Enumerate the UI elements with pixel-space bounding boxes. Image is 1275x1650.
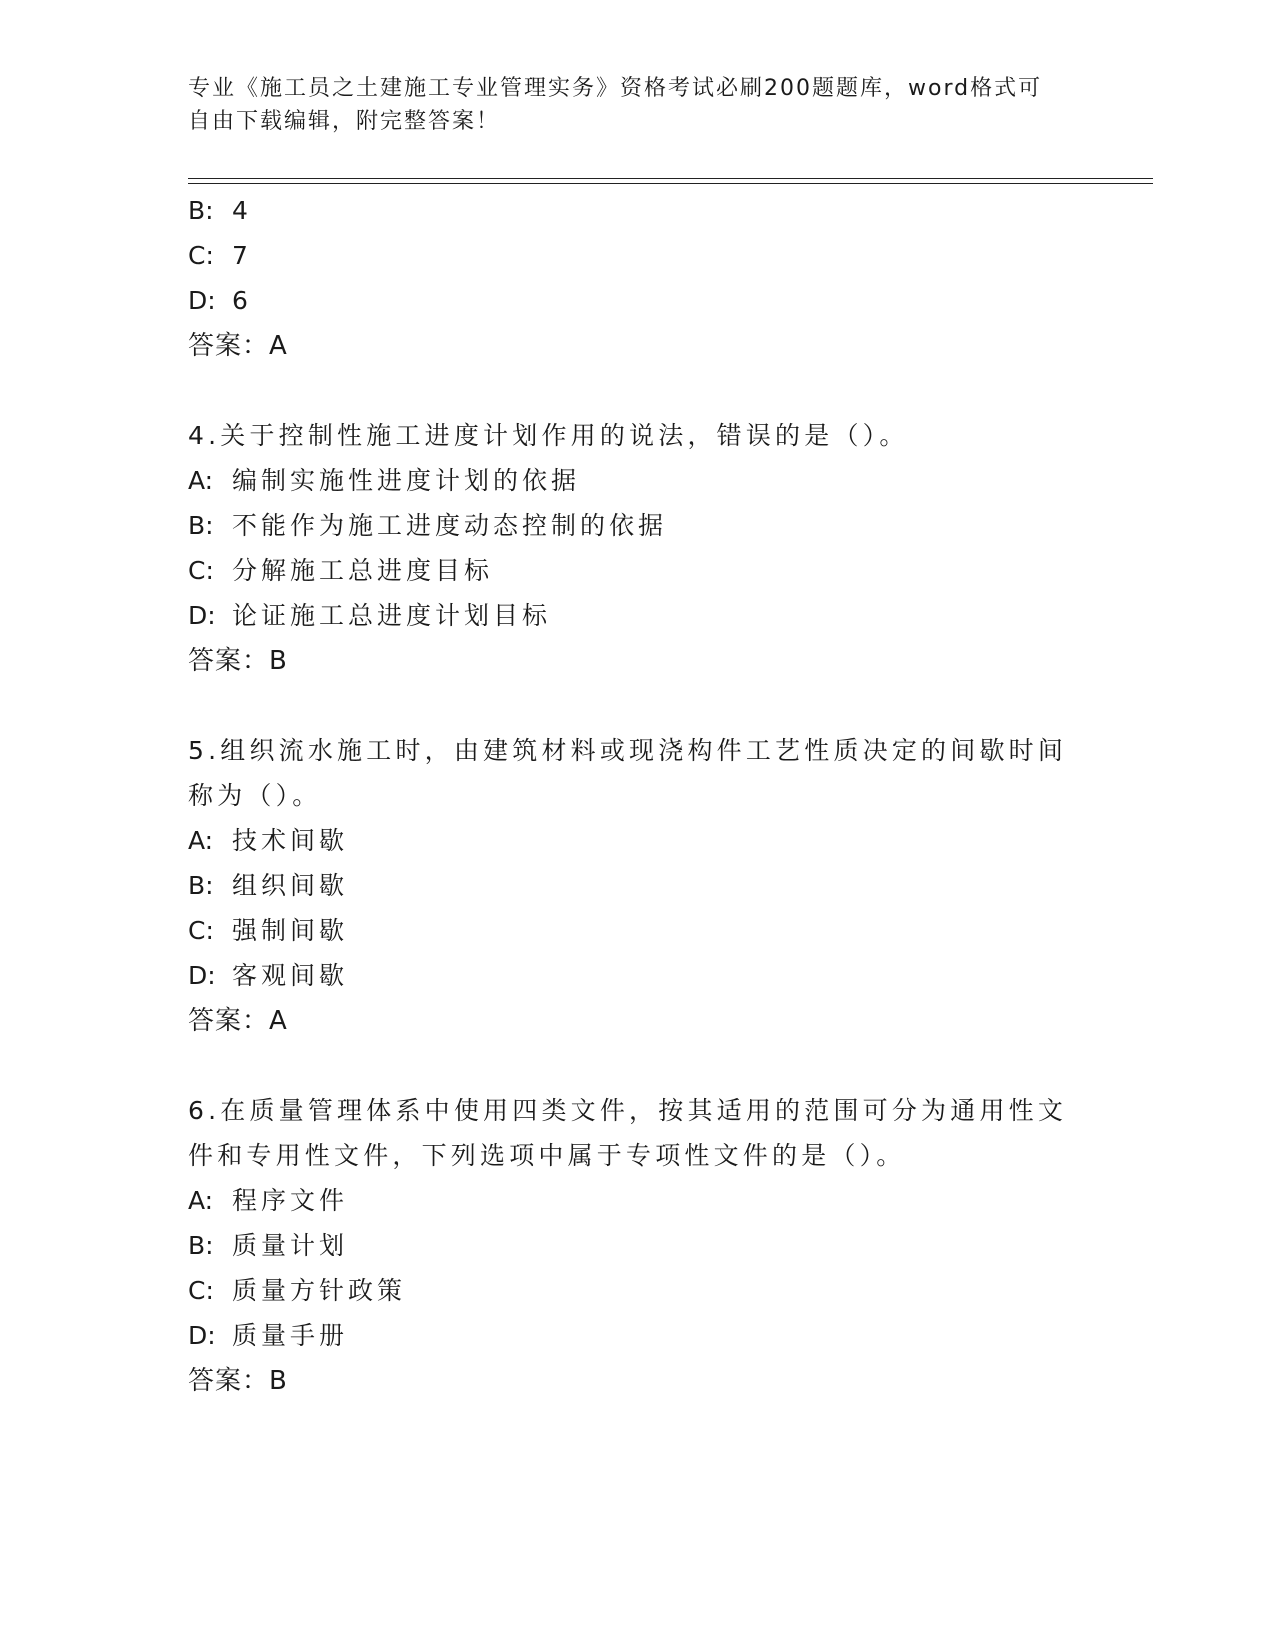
option-text: 不能作为施工进度动态控制的依据 (232, 511, 668, 540)
option-text: 质量计划 (232, 1231, 349, 1260)
q5-answer: 答案：A (188, 1006, 288, 1036)
q6-option-c (188, 1275, 406, 1307)
q3-option-c (188, 240, 252, 272)
header-line-2: 自由下载编辑，附完整答案！ (188, 109, 501, 134)
option-letter: D: (188, 1321, 216, 1350)
option-letter: B: (188, 1231, 214, 1260)
q5-option-b (188, 870, 348, 902)
q6-stem-line-2: 件和专用性文件，下列选项中属于专项性文件的是（）。 (188, 1141, 906, 1170)
q4-option-c (188, 555, 493, 587)
q4-stem: 4.关于控制性施工进度计划作用的说法，错误的是（）。 (188, 421, 909, 450)
option-text: 客观间歇 (232, 961, 349, 990)
q5-stem-line-1: 5.组织流水施工时，由建筑材料或现浇构件工艺性质决定的间歇时间 (188, 736, 1068, 765)
q5-option-a (188, 825, 348, 857)
option-text: 编制实施性进度计划的依据 (232, 466, 581, 495)
option-text: 技术间歇 (232, 826, 349, 855)
option-letter: D: (188, 286, 216, 315)
q6-option-b (188, 1230, 348, 1262)
q6-option-a (188, 1185, 348, 1217)
option-text: 强制间歇 (232, 916, 349, 945)
option-text: 质量方针政策 (232, 1276, 407, 1305)
option-text: 组织间歇 (232, 871, 349, 900)
q6-option-d (188, 1320, 348, 1352)
option-letter: D: (188, 961, 216, 990)
q4-option-d (188, 600, 551, 632)
q6-answer: 答案：B (188, 1366, 288, 1396)
q3-option-b (188, 195, 252, 227)
option-text: 分解施工总进度目标 (232, 556, 494, 585)
option-letter: B: (188, 511, 214, 540)
q3-option-d (188, 285, 252, 317)
option-letter: B: (188, 196, 214, 225)
option-text: 4 (232, 196, 252, 225)
option-letter: A: (188, 466, 214, 495)
document-header (188, 72, 1068, 138)
option-text: 程序文件 (232, 1186, 349, 1215)
option-letter: B: (188, 871, 214, 900)
header-line-1: 专业《施工员之土建施工专业管理实务》资格考试必刷200题题库，word格式可 (188, 76, 1043, 101)
option-letter: D: (188, 601, 216, 630)
option-letter: A: (188, 1186, 214, 1215)
option-text: 质量手册 (232, 1321, 349, 1350)
q4-option-b (188, 510, 667, 542)
q5-option-c (188, 915, 348, 947)
q4-answer: 答案：B (188, 646, 288, 676)
q3-answer: 答案：A (188, 331, 288, 361)
option-letter: C: (188, 916, 214, 945)
header-divider-top (188, 178, 1153, 179)
option-letter: C: (188, 241, 214, 270)
option-letter: C: (188, 556, 214, 585)
q4-option-a (188, 465, 580, 497)
option-letter: A: (188, 826, 214, 855)
option-text: 6 (232, 286, 252, 315)
q5-stem-line-2: 称为（）。 (188, 781, 322, 810)
q6-stem-line-1: 6.在质量管理体系中使用四类文件，按其适用的范围可分为通用性文 (188, 1096, 1068, 1125)
option-letter: C: (188, 1276, 214, 1305)
header-divider-bottom (188, 183, 1153, 184)
option-text: 7 (232, 241, 252, 270)
q5-option-d (188, 960, 348, 992)
option-text: 论证施工总进度计划目标 (232, 601, 552, 630)
